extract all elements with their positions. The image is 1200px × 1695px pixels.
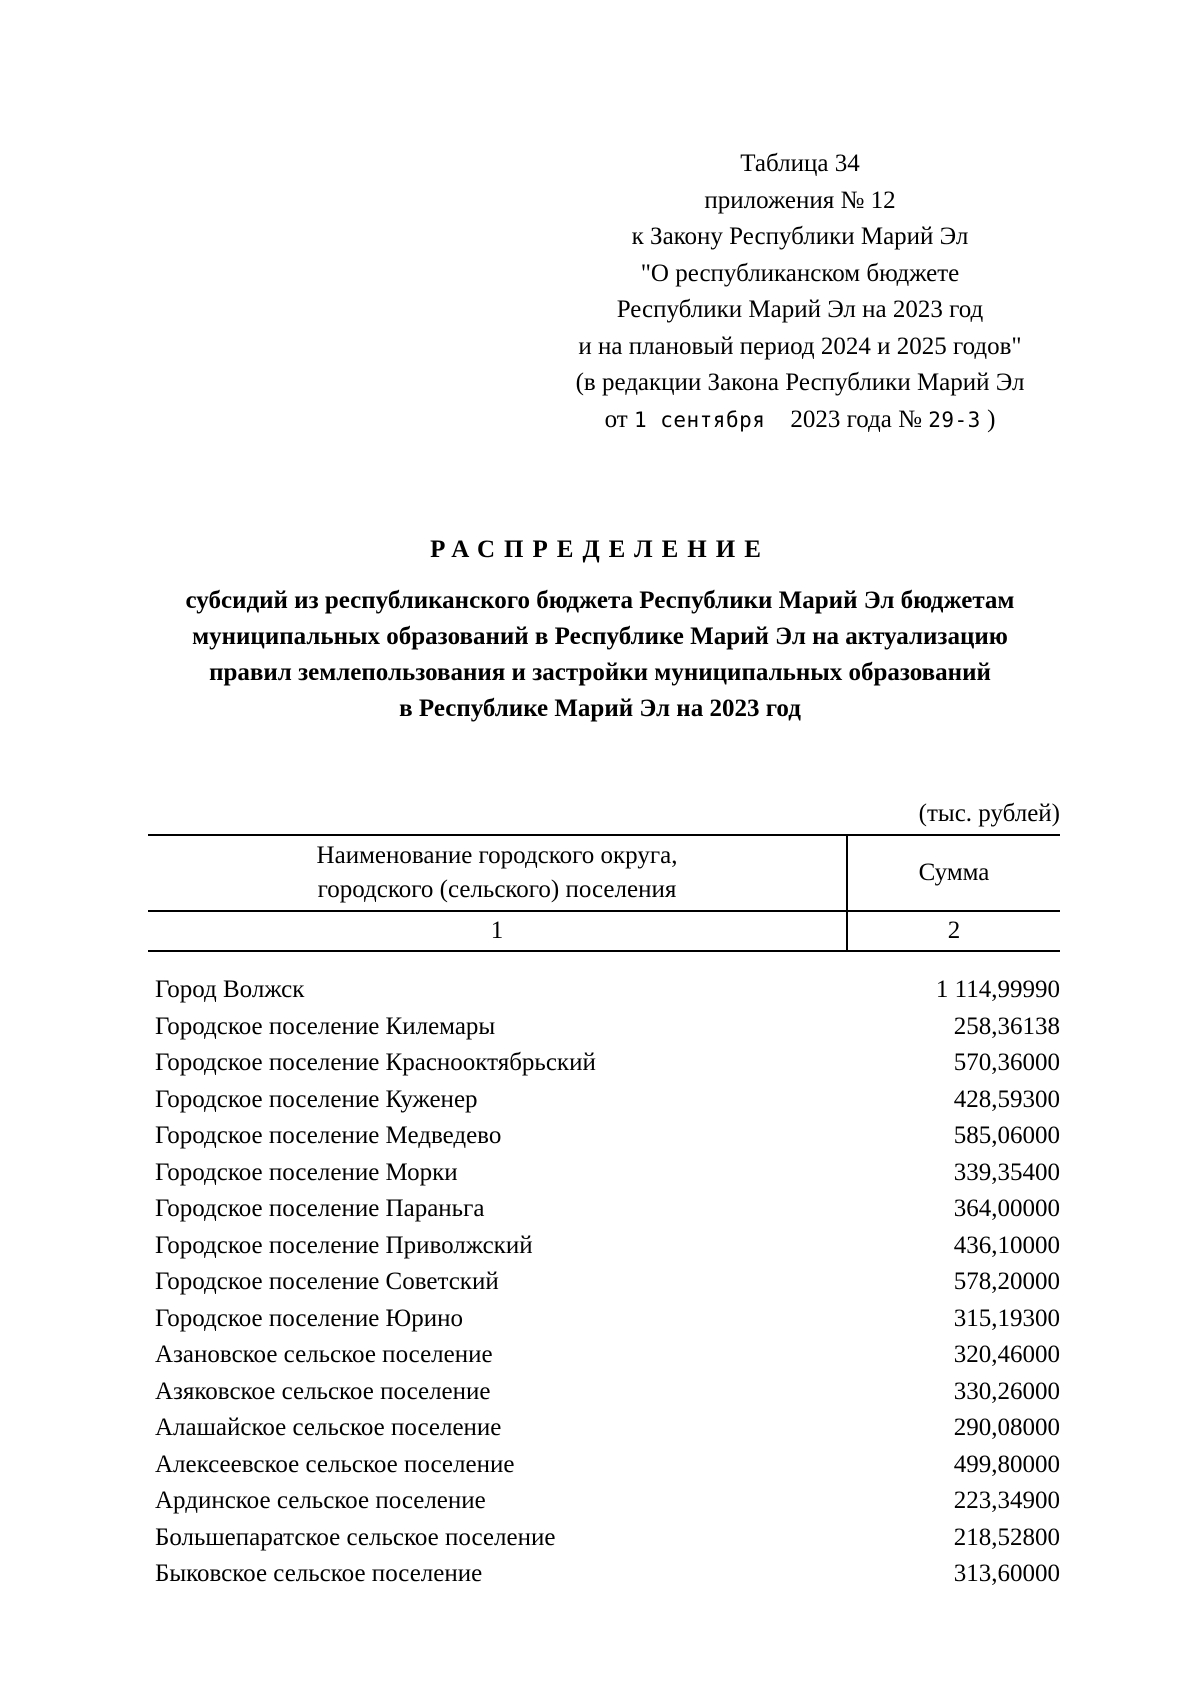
row-amount: 436,10000 bbox=[953, 1231, 1060, 1259]
col-number-1: 1 bbox=[148, 912, 848, 950]
header-line: Республики Марий Эл на 2023 год bbox=[616, 296, 984, 323]
table-row bbox=[155, 1410, 1060, 1447]
table-header bbox=[148, 834, 1060, 952]
row-name: Городское поселение Килемары bbox=[155, 1012, 496, 1040]
row-name: Городское поселение Медведево bbox=[155, 1122, 502, 1149]
table-row bbox=[155, 1483, 1060, 1520]
row-name: Быковское сельское поселение bbox=[155, 1560, 483, 1587]
row-name: Азановское сельское поселение bbox=[155, 1341, 493, 1368]
col-amount-header: Сумма bbox=[918, 859, 990, 886]
row-name: Азяковское сельское поселение bbox=[155, 1377, 491, 1405]
row-name: Алексеевское сельское поселение bbox=[155, 1450, 515, 1478]
col-name-header-line: Наименование городского округа, bbox=[316, 842, 678, 869]
units-label: (тыс. рублей) bbox=[918, 800, 1060, 827]
row-amount: 578,20000 bbox=[953, 1268, 1060, 1295]
row-name: Городское поселение Параньга bbox=[155, 1195, 485, 1222]
table-row bbox=[155, 1155, 1060, 1192]
row-amount: 258,36138 bbox=[953, 1012, 1060, 1040]
appendix-header bbox=[540, 146, 1060, 438]
row-name: Городское поселение Краснооктябрьский bbox=[155, 1049, 596, 1076]
row-amount: 223,34900 bbox=[953, 1487, 1060, 1514]
row-amount: 313,60000 bbox=[953, 1560, 1060, 1587]
row-name: Ардинское сельское поселение bbox=[155, 1487, 486, 1514]
table-row bbox=[155, 1374, 1060, 1411]
table-row bbox=[155, 1556, 1060, 1593]
row-name: Городское поселение Приволжский bbox=[155, 1231, 533, 1259]
row-amount: 585,06000 bbox=[953, 1122, 1060, 1149]
header-line: "О республиканском бюджете bbox=[640, 259, 960, 287]
table-row bbox=[155, 1082, 1060, 1119]
header-line: к Закону Республики Марий Эл bbox=[631, 223, 969, 250]
row-amount: 428,59300 bbox=[953, 1085, 1060, 1113]
row-amount: 499,80000 bbox=[953, 1450, 1060, 1478]
column-number-row bbox=[148, 912, 1060, 950]
table-row bbox=[155, 1009, 1060, 1046]
date-prefix: от bbox=[604, 405, 628, 433]
table-row bbox=[155, 1520, 1060, 1557]
table-row bbox=[155, 1045, 1060, 1082]
col-name-header bbox=[148, 836, 848, 910]
table-row bbox=[155, 1301, 1060, 1338]
row-name: Городское поселение Куженер bbox=[155, 1085, 478, 1113]
subtitle-line: правил землепользования и застройки муниципальных образований bbox=[209, 659, 991, 686]
document-title: РАСПРЕДЕЛЕНИЕ bbox=[430, 536, 770, 563]
law-number: 29-З bbox=[928, 407, 981, 432]
row-amount: 315,19300 bbox=[953, 1304, 1060, 1332]
row-amount: 330,26000 bbox=[953, 1377, 1060, 1405]
header-line: приложения № 12 bbox=[704, 186, 896, 214]
row-amount: 364,00000 bbox=[953, 1195, 1060, 1222]
header-line: Таблица 34 bbox=[740, 150, 860, 177]
date-close: ) bbox=[987, 405, 996, 433]
row-amount: 339,35400 bbox=[953, 1158, 1060, 1186]
col-number-2: 2 bbox=[947, 917, 961, 944]
row-name: Городское поселение Советский bbox=[155, 1268, 499, 1295]
table-row bbox=[155, 1228, 1060, 1265]
table-row bbox=[155, 1118, 1060, 1155]
table-row bbox=[155, 1264, 1060, 1301]
row-amount: 320,46000 bbox=[953, 1341, 1060, 1368]
subtitle-line: муниципальных образований в Республике Марий Эл на актуализацию bbox=[192, 623, 1008, 650]
row-amount: 290,08000 bbox=[953, 1414, 1060, 1441]
row-name: Городское поселение Юрино bbox=[155, 1304, 464, 1332]
row-amount: 1 114,99990 bbox=[935, 976, 1060, 1003]
table-body bbox=[155, 972, 1060, 1593]
subtitle-line: в Республике Марий Эл на 2023 год bbox=[399, 695, 801, 722]
row-name: Большепаратское сельское поселение bbox=[155, 1523, 556, 1551]
row-amount: 570,36000 bbox=[953, 1049, 1060, 1076]
date-day-month: 1 сентября bbox=[633, 407, 766, 432]
table-row bbox=[155, 972, 1060, 1009]
document-subtitle bbox=[100, 583, 1100, 727]
header-row bbox=[148, 836, 1060, 912]
row-amount: 218,52800 bbox=[953, 1523, 1060, 1551]
col-name-header-line: городского (сельского) поселения bbox=[317, 876, 677, 903]
row-name: Алашайское сельское поселение bbox=[155, 1414, 502, 1441]
law-date-line bbox=[540, 402, 1060, 439]
row-name: Городское поселение Морки bbox=[155, 1158, 458, 1186]
table-row bbox=[155, 1191, 1060, 1228]
date-year: 2023 года № bbox=[790, 405, 922, 433]
table-row bbox=[155, 1337, 1060, 1374]
subtitle-line: субсидий из республиканского бюджета Республики Марий Эл бюджетам bbox=[185, 587, 1015, 614]
header-line: и на плановый период 2024 и 2025 годов" bbox=[578, 332, 1022, 360]
header-line: (в редакции Закона Республики Марий Эл bbox=[575, 369, 1025, 396]
table-row bbox=[155, 1447, 1060, 1484]
row-name: Город Волжск bbox=[155, 976, 305, 1003]
